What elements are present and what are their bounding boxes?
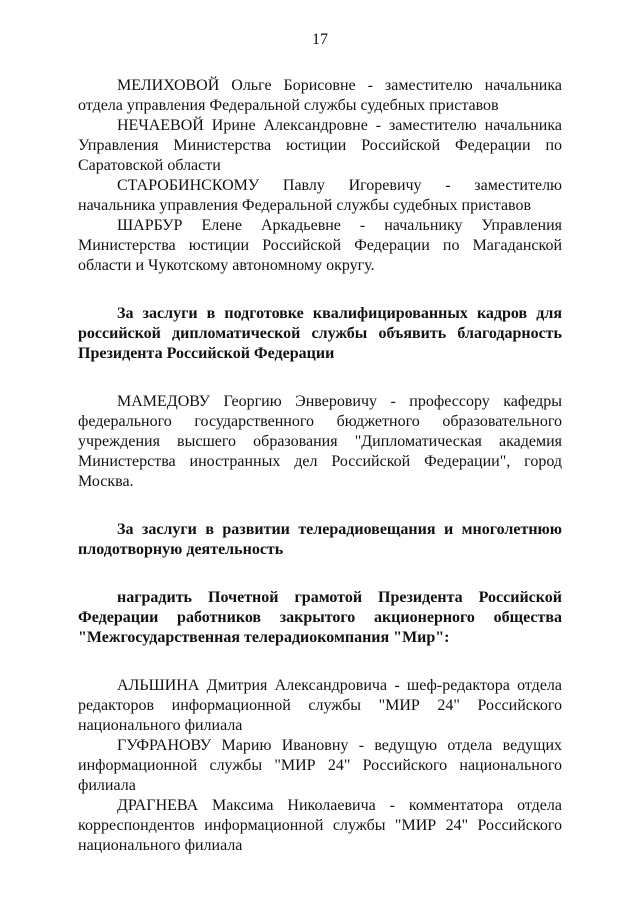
decree-heading-broadcasting: За заслуги в развитии телерадиовещания и многолетнюю плодотворную деятельность <box>78 521 562 558</box>
awardee-entry: НЕЧАЕВОЙ Ирине Александровне - заместителю начальника Управления Министерства юстиции Российской Федерации по Саратовской области <box>78 117 562 174</box>
awardee-entry: АЛЬШИНА Дмитрия Александровича - шеф-редактора отдела редакторов информационной службы "МИР 24" Российского национального филиала <box>78 677 562 734</box>
spacer <box>78 364 562 392</box>
decree-heading-diplomatic: За заслуги в подготовке квалифицированных кадров для российской дипломатической службы объявить благодарность Президента Российской Федерации <box>78 305 562 362</box>
section-awardees-broadcasting <box>78 676 562 856</box>
spacer <box>78 648 562 676</box>
spacer <box>78 560 562 588</box>
document-page <box>78 30 562 856</box>
section-awardees-justice <box>78 76 562 276</box>
page-number: 17 <box>312 31 328 48</box>
spacer <box>78 492 562 520</box>
awardee-entry: ДРАГНЕВА Максима Николаевича - комментатора отдела корреспондентов информационной службы "МИР 24" Российского национального филиала <box>78 797 562 854</box>
awardee-entry: СТАРОБИНСКОМУ Павлу Игоревичу - заместителю начальника управления Федеральной службы судебных приставов <box>78 177 562 214</box>
awardee-entry: МАМЕДОВУ Георгию Энверовичу - профессору кафедры федерального государственного бюджетного образовательного учреждения высшего образования "Дипломатическая академия Министерства иностранных дел Российской Федерации", город Москва. <box>78 393 562 490</box>
decree-subheading-award: наградить Почетной грамотой Президента Российской Федерации работников закрытого акционерного общества "Межгосударственная телерадиокомпания "Мир": <box>78 589 562 646</box>
section-awardees-diplomatic <box>78 392 562 492</box>
spacer <box>78 276 562 304</box>
awardee-entry: ШАРБУР Елене Аркадьевне - начальнику Управления Министерства юстиции Российской Федерации по Магаданской области и Чукотскому автономному округу. <box>78 217 562 274</box>
awardee-entry: ГУФРАНОВУ Марию Ивановну - ведущую отдела ведущих информационной службы "МИР 24" Российского национального филиала <box>78 737 562 794</box>
awardee-entry: МЕЛИХОВОЙ Ольге Борисовне - заместителю начальника отдела управления Федеральной службы судебных приставов <box>78 77 562 114</box>
